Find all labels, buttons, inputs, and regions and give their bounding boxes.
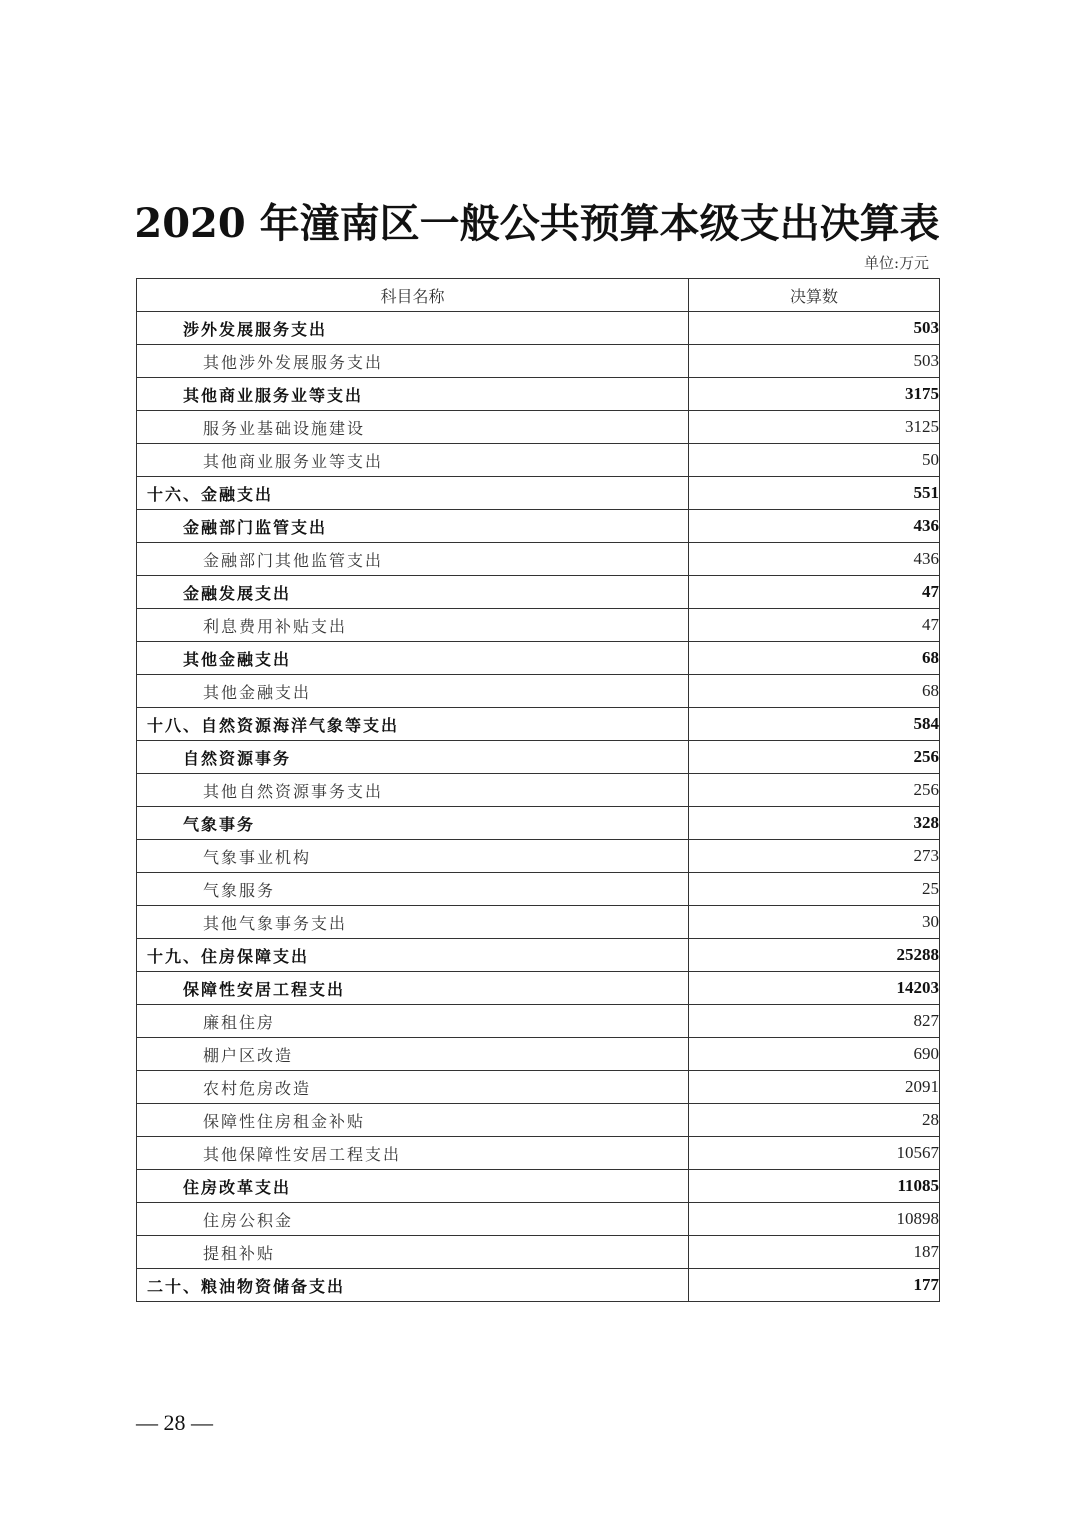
row-subject-name: 气象事务	[137, 807, 689, 840]
table-row	[137, 1005, 940, 1038]
row-final-amount: 3175	[689, 378, 940, 411]
row-subject-name: 二十、粮油物资储备支出	[137, 1269, 689, 1302]
table-row	[137, 873, 940, 906]
table-row	[137, 411, 940, 444]
table-header-row	[137, 279, 940, 312]
table-row	[137, 1170, 940, 1203]
table-row	[137, 477, 940, 510]
row-subject-name: 十八、自然资源海洋气象等支出	[137, 708, 689, 741]
row-final-amount: 47	[689, 609, 940, 642]
row-subject-name: 十六、金融支出	[137, 477, 689, 510]
table-row	[137, 1104, 940, 1137]
row-final-amount: 503	[689, 312, 940, 345]
table-row	[137, 1137, 940, 1170]
row-subject-name: 保障性安居工程支出	[137, 972, 689, 1005]
table-row	[137, 708, 940, 741]
row-subject-name: 廉租住房	[137, 1005, 689, 1038]
table-row	[137, 1236, 940, 1269]
table-body	[137, 312, 940, 1302]
row-final-amount: 28	[689, 1104, 940, 1137]
row-subject-name: 金融发展支出	[137, 576, 689, 609]
row-subject-name: 保障性住房租金补贴	[137, 1104, 689, 1137]
row-final-amount: 14203	[689, 972, 940, 1005]
row-subject-name: 金融部门监管支出	[137, 510, 689, 543]
budget-table	[136, 278, 940, 1302]
table-row	[137, 576, 940, 609]
row-final-amount: 503	[689, 345, 940, 378]
table-row	[137, 1071, 940, 1104]
table-row	[137, 312, 940, 345]
table-row	[137, 1269, 940, 1302]
row-subject-name: 其他商业服务业等支出	[137, 378, 689, 411]
table-row	[137, 807, 940, 840]
header-final-amount: 决算数	[689, 279, 940, 312]
row-final-amount: 30	[689, 906, 940, 939]
row-subject-name: 涉外发展服务支出	[137, 312, 689, 345]
row-subject-name: 棚户区改造	[137, 1038, 689, 1071]
row-final-amount: 273	[689, 840, 940, 873]
row-final-amount: 827	[689, 1005, 940, 1038]
table-row	[137, 378, 940, 411]
row-final-amount: 690	[689, 1038, 940, 1071]
row-subject-name: 其他气象事务支出	[137, 906, 689, 939]
row-subject-name: 利息费用补贴支出	[137, 609, 689, 642]
row-final-amount: 10567	[689, 1137, 940, 1170]
row-subject-name: 气象事业机构	[137, 840, 689, 873]
row-subject-name: 其他商业服务业等支出	[137, 444, 689, 477]
row-final-amount: 177	[689, 1269, 940, 1302]
table-row	[137, 906, 940, 939]
row-final-amount: 187	[689, 1236, 940, 1269]
row-final-amount: 3125	[689, 411, 940, 444]
row-subject-name: 农村危房改造	[137, 1071, 689, 1104]
page-number: — 28 —	[136, 1410, 213, 1435]
table-row	[137, 774, 940, 807]
table-row	[137, 345, 940, 378]
row-final-amount: 551	[689, 477, 940, 510]
row-subject-name: 气象服务	[137, 873, 689, 906]
row-subject-name: 金融部门其他监管支出	[137, 543, 689, 576]
page-title: 2020 年潼南区一般公共预算本级支出决算表	[134, 200, 940, 247]
row-final-amount: 10898	[689, 1203, 940, 1236]
row-final-amount: 50	[689, 444, 940, 477]
row-subject-name: 自然资源事务	[137, 741, 689, 774]
row-final-amount: 68	[689, 642, 940, 675]
table-row	[137, 741, 940, 774]
row-subject-name: 住房公积金	[137, 1203, 689, 1236]
unit-label: 单位:万元	[863, 254, 929, 272]
table-row	[137, 675, 940, 708]
row-subject-name: 其他保障性安居工程支出	[137, 1137, 689, 1170]
table-row	[137, 609, 940, 642]
row-final-amount: 436	[689, 510, 940, 543]
row-subject-name: 提租补贴	[137, 1236, 689, 1269]
row-final-amount: 11085	[689, 1170, 940, 1203]
row-subject-name: 其他金融支出	[137, 642, 689, 675]
row-final-amount: 584	[689, 708, 940, 741]
table-row	[137, 444, 940, 477]
row-final-amount: 2091	[689, 1071, 940, 1104]
row-subject-name: 其他金融支出	[137, 675, 689, 708]
table-row	[137, 510, 940, 543]
row-final-amount: 25	[689, 873, 940, 906]
row-subject-name: 住房改革支出	[137, 1170, 689, 1203]
row-final-amount: 25288	[689, 939, 940, 972]
table-row	[137, 642, 940, 675]
row-final-amount: 436	[689, 543, 940, 576]
row-subject-name: 十九、住房保障支出	[137, 939, 689, 972]
header-subject-name: 科目名称	[137, 279, 689, 312]
row-final-amount: 47	[689, 576, 940, 609]
row-subject-name: 其他自然资源事务支出	[137, 774, 689, 807]
table-row	[137, 1203, 940, 1236]
row-subject-name: 服务业基础设施建设	[137, 411, 689, 444]
table-row	[137, 939, 940, 972]
row-final-amount: 68	[689, 675, 940, 708]
table-row	[137, 543, 940, 576]
table-row	[137, 1038, 940, 1071]
table-row	[137, 840, 940, 873]
row-final-amount: 256	[689, 774, 940, 807]
row-final-amount: 328	[689, 807, 940, 840]
row-subject-name: 其他涉外发展服务支出	[137, 345, 689, 378]
row-final-amount: 256	[689, 741, 940, 774]
table-row	[137, 972, 940, 1005]
